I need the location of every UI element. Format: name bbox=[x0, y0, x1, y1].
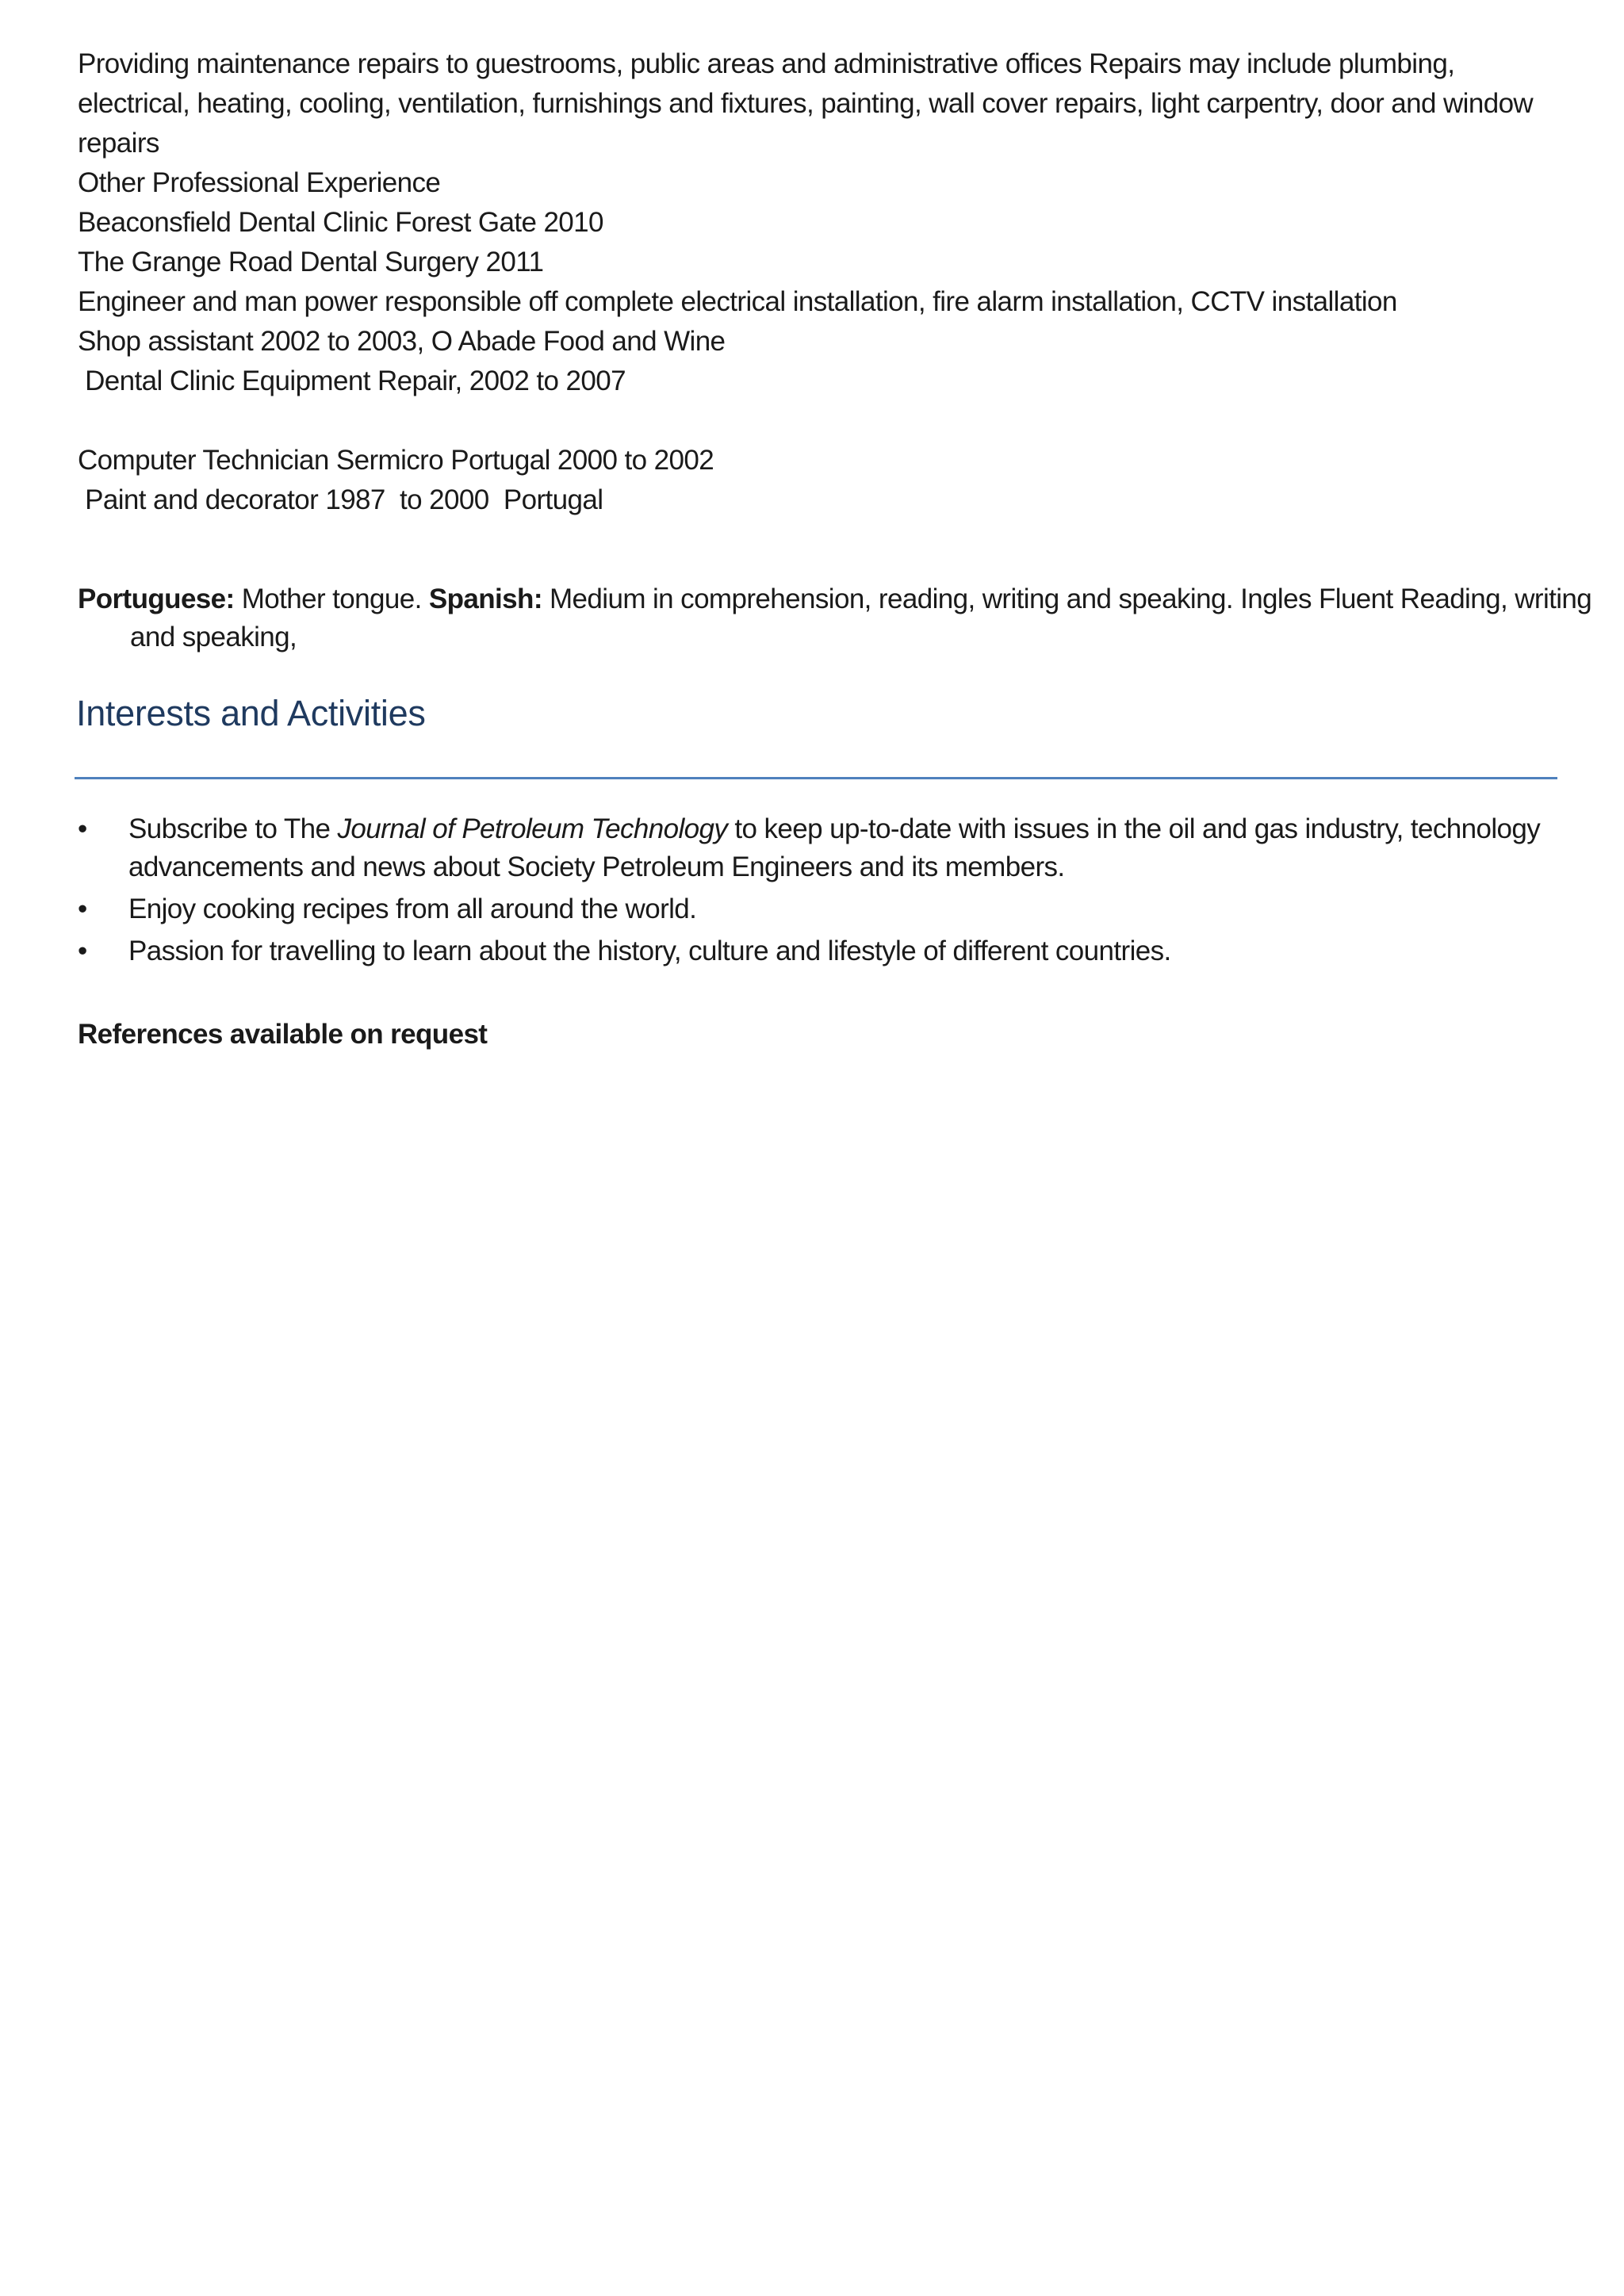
maintenance-description: Providing maintenance repairs to guestrooms, public areas and administrative offices Repairs may include plumbing, electrical, heating, cooling, ventilation, furnishings and fixtures, painting, wall cover repairs, light carpentry, door and window repairs bbox=[78, 48, 1534, 159]
references-note: References available on request bbox=[78, 1019, 488, 1050]
bullet-icon: • bbox=[78, 894, 87, 924]
list-item bbox=[78, 890, 1568, 928]
languages-paragraph bbox=[78, 580, 1621, 656]
spanish-text: Medium in comprehension, reading, writing and speaking. Ingles Fluent Reading, writing and speaking, bbox=[130, 584, 1592, 652]
interests-list bbox=[78, 810, 1568, 974]
list-item bbox=[78, 810, 1568, 886]
interest-text: Enjoy cooking recipes from all around the world. bbox=[128, 894, 697, 924]
interest-text-suffix: to keep up-to-date with issues in the oil and gas industry, technology advancements and news about Society Petroleum Engineers and its members. bbox=[128, 813, 1541, 882]
experience-entry: Engineer and man power responsible off complete electrical installation, fire alarm installation, CCTV installation bbox=[78, 286, 1397, 317]
experience-entry: Beaconsfield Dental Clinic Forest Gate 2010 bbox=[78, 207, 603, 238]
portuguese-text: Mother tongue. bbox=[234, 584, 429, 614]
spanish-label: Spanish: bbox=[428, 584, 542, 614]
interests-section-title: Interests and Activities bbox=[76, 693, 426, 733]
portuguese-label: Portuguese: bbox=[78, 584, 235, 614]
list-item bbox=[78, 932, 1568, 970]
bullet-icon: • bbox=[78, 813, 87, 844]
other-experience-heading: Other Professional Experience bbox=[78, 167, 441, 198]
interest-text: Passion for travelling to learn about the history, culture and lifestyle of different countries. bbox=[128, 936, 1171, 966]
experience-entry: Paint and decorator 1987 to 2000 Portugal bbox=[78, 484, 603, 515]
experience-entry: Dental Clinic Equipment Repair, 2002 to 2007 bbox=[78, 365, 626, 396]
bullet-icon: • bbox=[78, 936, 87, 966]
experience-entry: Computer Technician Sermicro Portugal 2000 to 2002 bbox=[78, 445, 714, 476]
experience-entry: Shop assistant 2002 to 2003, O Abade Food and Wine bbox=[78, 326, 726, 357]
section-divider bbox=[75, 777, 1557, 779]
interest-text-prefix: Subscribe to The bbox=[128, 813, 338, 844]
journal-title: Journal of Petroleum Technology bbox=[337, 813, 728, 844]
experience-entry: The Grange Road Dental Surgery 2011 bbox=[78, 247, 544, 277]
